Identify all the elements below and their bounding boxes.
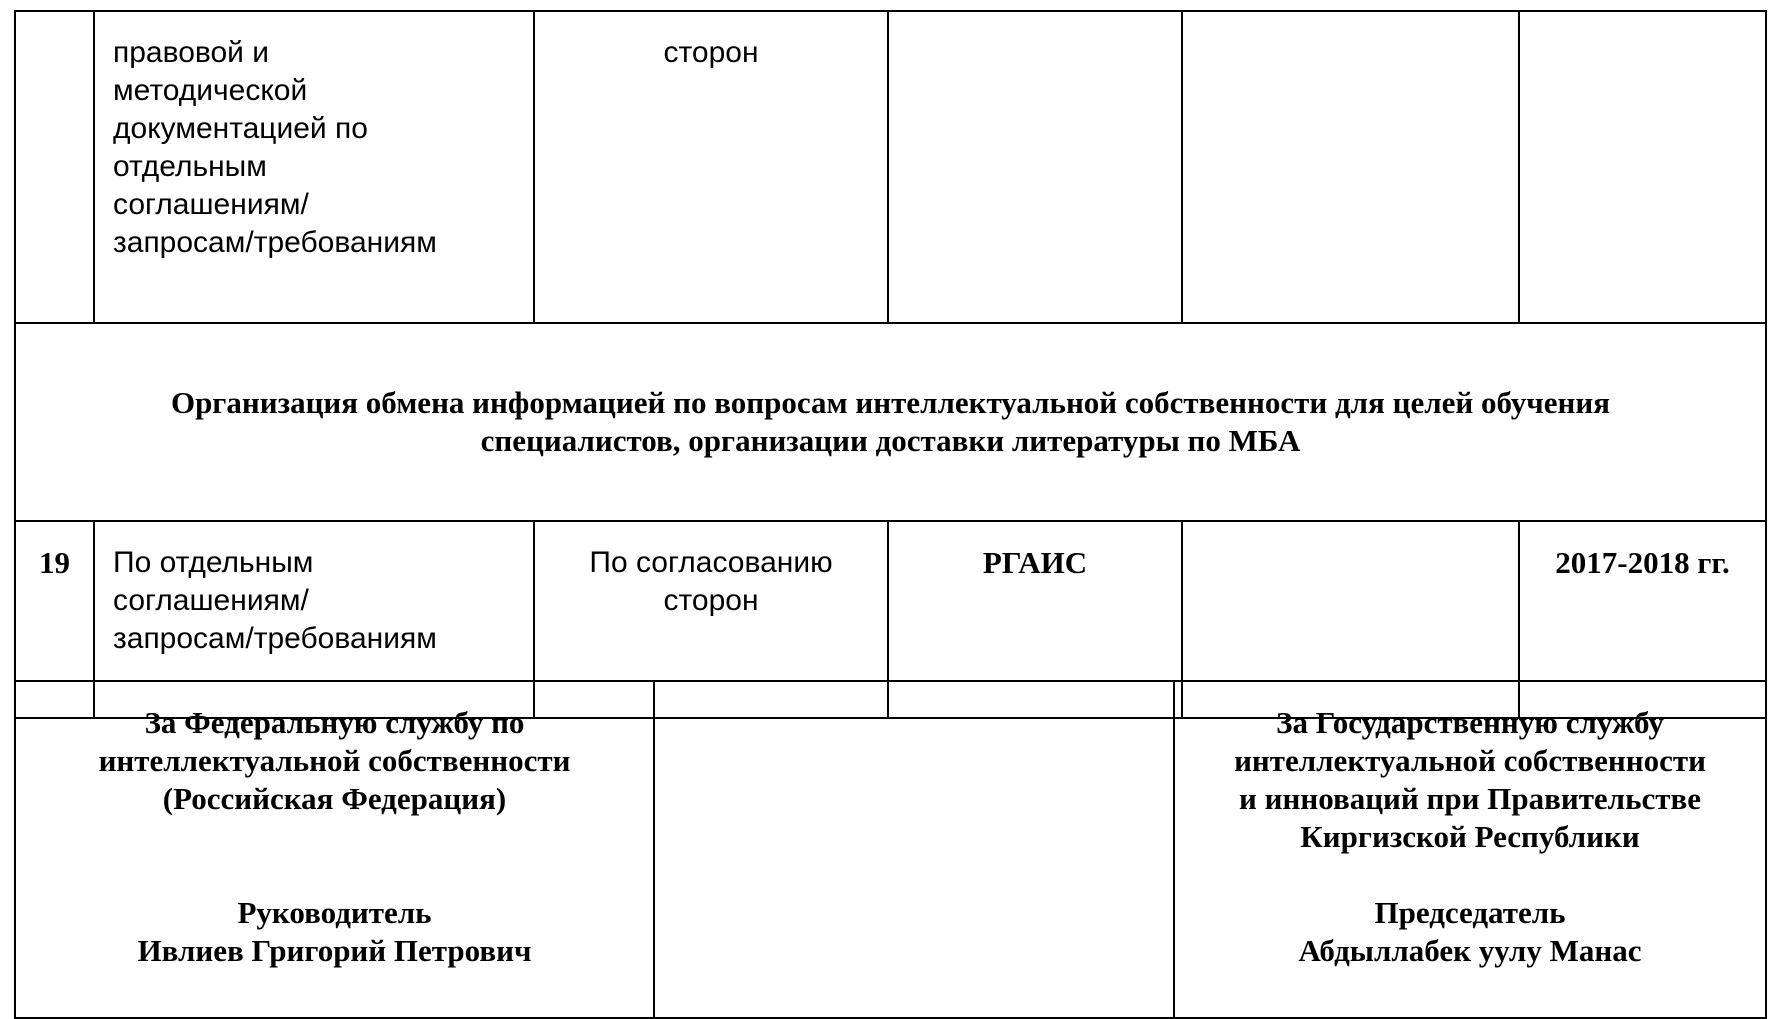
executor-text: РГАИС <box>982 545 1088 580</box>
signature-org-line: интеллектуальной собственности <box>98 743 571 778</box>
signature-org-line: и инноваций при Правительстве <box>1239 781 1701 816</box>
volume-cell <box>534 11 888 323</box>
description-line: соглашениям/ <box>113 584 309 617</box>
term-cell <box>1519 11 1766 323</box>
signature-middle <box>654 681 1174 1018</box>
description-line: правовой и <box>113 36 270 69</box>
section-heading-line: Организация обмена информацией по вопросам интеллектуальной собственности для целей обучения <box>170 385 1611 420</box>
signature-left <box>15 681 654 1018</box>
description-line: запросам/требованиям <box>113 226 437 259</box>
signature-name: Абдыллабек уулу Манас <box>1298 933 1642 968</box>
description-line: отдельным <box>113 150 267 183</box>
term-text: 2017-2018 гг. <box>1555 545 1730 580</box>
signature-position: Руководитель <box>237 895 432 930</box>
section-heading <box>15 323 1766 521</box>
description-cell <box>94 11 534 323</box>
signature-name: Ивлиев Григорий Петрович <box>137 933 532 968</box>
table-row-continued <box>15 11 1766 323</box>
volume-line: сторон <box>663 36 759 69</box>
description-line: запросам/требованиям <box>113 622 437 655</box>
volume-line: По согласованию <box>589 546 833 579</box>
description-line: По отдельным <box>113 546 314 579</box>
signature-org-line: За Федеральную службу по <box>144 705 525 740</box>
signature-right <box>1174 681 1766 1018</box>
signature-org-line: Киргизской Республики <box>1300 819 1640 854</box>
signature-org-line: интеллектуальной собственности <box>1234 743 1706 778</box>
description-line: документацией по <box>113 112 368 145</box>
activities-table <box>14 10 1767 719</box>
signatures-row <box>15 681 1766 1018</box>
signature-org-line: (Российская Федерация) <box>162 781 507 816</box>
section-heading-row <box>15 323 1766 521</box>
description-line: соглашениям/ <box>113 188 309 221</box>
signature-position: Председатель <box>1374 895 1566 930</box>
volume-line: сторон <box>663 584 759 617</box>
financing-cell <box>1182 11 1519 323</box>
signatures-table <box>14 680 1767 1019</box>
executor-cell <box>888 11 1182 323</box>
signature-org-line: За Государственную службу <box>1276 705 1664 740</box>
section-heading-line: специалистов, организации доставки литературы по МБА <box>480 423 1301 458</box>
row-number-cell <box>15 11 94 323</box>
row-number: 19 <box>39 545 70 580</box>
description-line: методической <box>113 74 308 107</box>
